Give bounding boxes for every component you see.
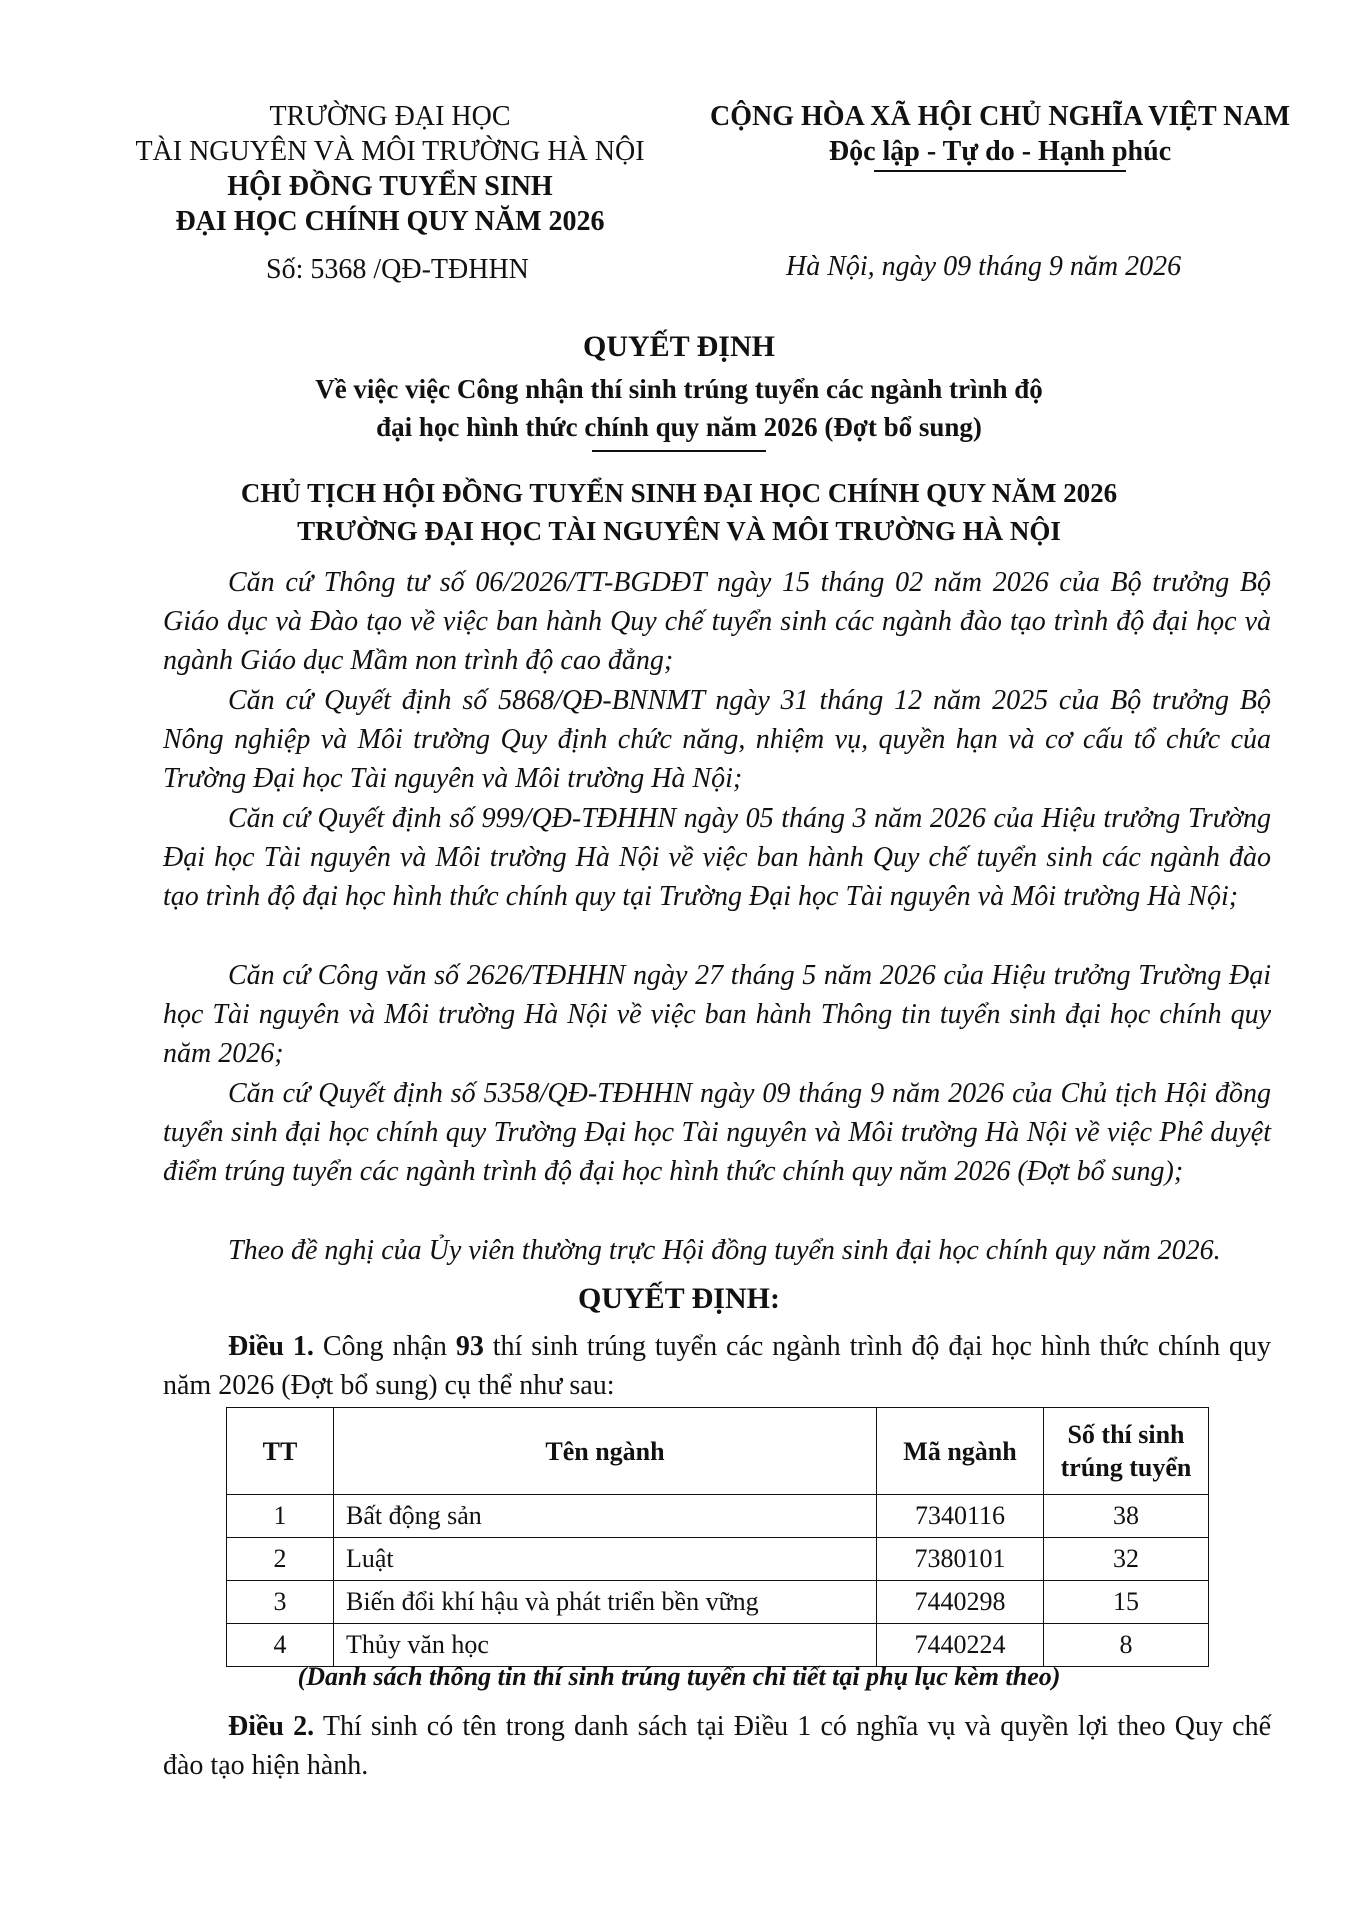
basis-paragraph-6: Theo đề nghị của Ủy viên thường trực Hội đồng tuyển sinh đại học chính quy năm 2026.: [228, 1235, 1221, 1266]
country-name: CỘNG HÒA XÃ HỘI CHỦ NGHĨA VIỆT NAM: [709, 101, 1291, 132]
authority-heading: [0, 474, 1358, 550]
authority-line-2: TRƯỜNG ĐẠI HỌC TÀI NGUYÊN VÀ MÔI TRƯỜNG HÀ NỘI: [297, 516, 1061, 546]
table-row: 3 Biến đổi khí hậu và phát triển bền vững 7440298 15: [227, 1581, 1209, 1624]
table-header-row: [227, 1408, 1209, 1495]
authority-line-1: CHỦ TỊCH HỘI ĐỒNG TUYỂN SINH ĐẠI HỌC CHÍNH QUY NĂM 2026: [240, 478, 1118, 508]
article-1: [163, 1327, 1271, 1405]
header-major-code: Mã ngành: [877, 1408, 1044, 1495]
table-row: 2 Luật 7380101 32: [227, 1538, 1209, 1581]
place-date: Hà Nội, ngày 09 tháng 9 năm 2026: [786, 251, 1182, 282]
document-number: Số: 5368 /QĐ-TĐHHN: [266, 254, 529, 285]
university-line-1: TRƯỜNG ĐẠI HỌC: [269, 101, 511, 132]
table-note: (Danh sách thông tin thí sinh trúng tuyển chi tiết tại phụ lục kèm theo): [297, 1662, 1061, 1691]
header-admitted-count: Số thí sinh trúng tuyển: [1044, 1408, 1209, 1495]
subject-line-2: đại học hình thức chính quy năm 2026 (Đợt bổ sung): [376, 412, 982, 442]
header-major-name: Tên ngành: [334, 1408, 877, 1495]
table-row: 4 Thủy văn học 7440224 8: [227, 1624, 1209, 1667]
university-line-2: TÀI NGUYÊN VÀ MÔI TRƯỜNG HÀ NỘI: [135, 136, 645, 167]
national-header: [680, 99, 1320, 169]
basis-paragraph-3: Căn cứ Quyết định số 999/QĐ-TĐHHN ngày 05 tháng 3 năm 2026 của Hiệu trưởng Trường Đại học Tài nguyên và Môi trường Hà Nội về việc ban hành Quy chế tuyển sinh các ngành đào tạo trình độ đại học hình thức chính quy tại Trường Đại học Tài nguyên và Môi trường Hà Nội;: [163, 803, 1271, 912]
article-1-count: 93: [455, 1331, 484, 1362]
subject-underline: [592, 450, 766, 452]
article-2-label: Điều 2.: [228, 1711, 315, 1742]
admission-table: [226, 1407, 1209, 1667]
decision-title: QUYẾT ĐỊNH: [583, 330, 775, 363]
motto-underline: [874, 170, 1126, 172]
decision-subject: [0, 370, 1358, 446]
article-1-text-before: Công nhận: [313, 1331, 456, 1362]
basis-paragraph-5: Căn cứ Quyết định số 5358/QĐ-TĐHHN ngày 09 tháng 9 năm 2026 của Chủ tịch Hội đồng tuyển sinh đại học chính quy Trường Đại học Tài nguyên và Môi trường Hà Nội về việc Phê duyệt điểm trúng tuyển các ngành trình độ đại học hình thức chính quy năm 2026 (Đợt bổ sung);: [163, 1078, 1271, 1187]
subject-line-1: Về việc việc Công nhận thí sinh trúng tuyển các ngành trình độ: [315, 374, 1043, 404]
national-motto: Độc lập - Tự do - Hạnh phúc: [828, 136, 1172, 167]
header-tt: TT: [227, 1408, 334, 1495]
decides-heading: QUYẾT ĐỊNH:: [578, 1282, 780, 1315]
article-1-text-after: thí sinh trúng tuyển các ngành trình độ đại học hình thức chính quy năm 2026 (Đợt bổ sung) cụ thể như sau:: [163, 1331, 1272, 1401]
table-row: 1 Bất động sản 7340116 38: [227, 1495, 1209, 1538]
article-2-text: Thí sinh có tên trong danh sách tại Điều 1 có nghĩa vụ và quyền lợi theo Quy chế đào tạo hiện hành.: [163, 1711, 1272, 1781]
basis-paragraph-1: Căn cứ Thông tư số 06/2026/TT-BGDĐT ngày 15 tháng 02 năm 2026 của Bộ trưởng Bộ Giáo dục và Đào tạo về việc ban hành Quy chế tuyển sinh các ngành đào tạo trình độ đại học và ngành Giáo dục Mầm non trình độ cao đẳng;: [163, 567, 1271, 676]
issuer-header: [110, 99, 670, 239]
council-line-2: ĐẠI HỌC CHÍNH QUY NĂM 2026: [175, 206, 605, 237]
council-line-1: HỘI ĐỒNG TUYỂN SINH: [227, 171, 553, 202]
article-2: [163, 1707, 1271, 1785]
article-1-label: Điều 1.: [228, 1331, 314, 1362]
basis-paragraph-4: Căn cứ Công văn số 2626/TĐHHN ngày 27 tháng 5 năm 2026 của Hiệu trưởng Trường Đại học Tài nguyên và Môi trường Hà Nội về việc ban hành Thông tin tuyển sinh đại học chính quy năm 2026;: [163, 960, 1271, 1069]
basis-paragraph-2: Căn cứ Quyết định số 5868/QĐ-BNNMT ngày 31 tháng 12 năm 2025 của Bộ trưởng Bộ Nông nghiệp và Môi trường Quy định chức năng, nhiệm vụ, quyền hạn và cơ cấu tổ chức của Trường Đại học Tài nguyên và Môi trường Hà Nội;: [163, 685, 1271, 794]
